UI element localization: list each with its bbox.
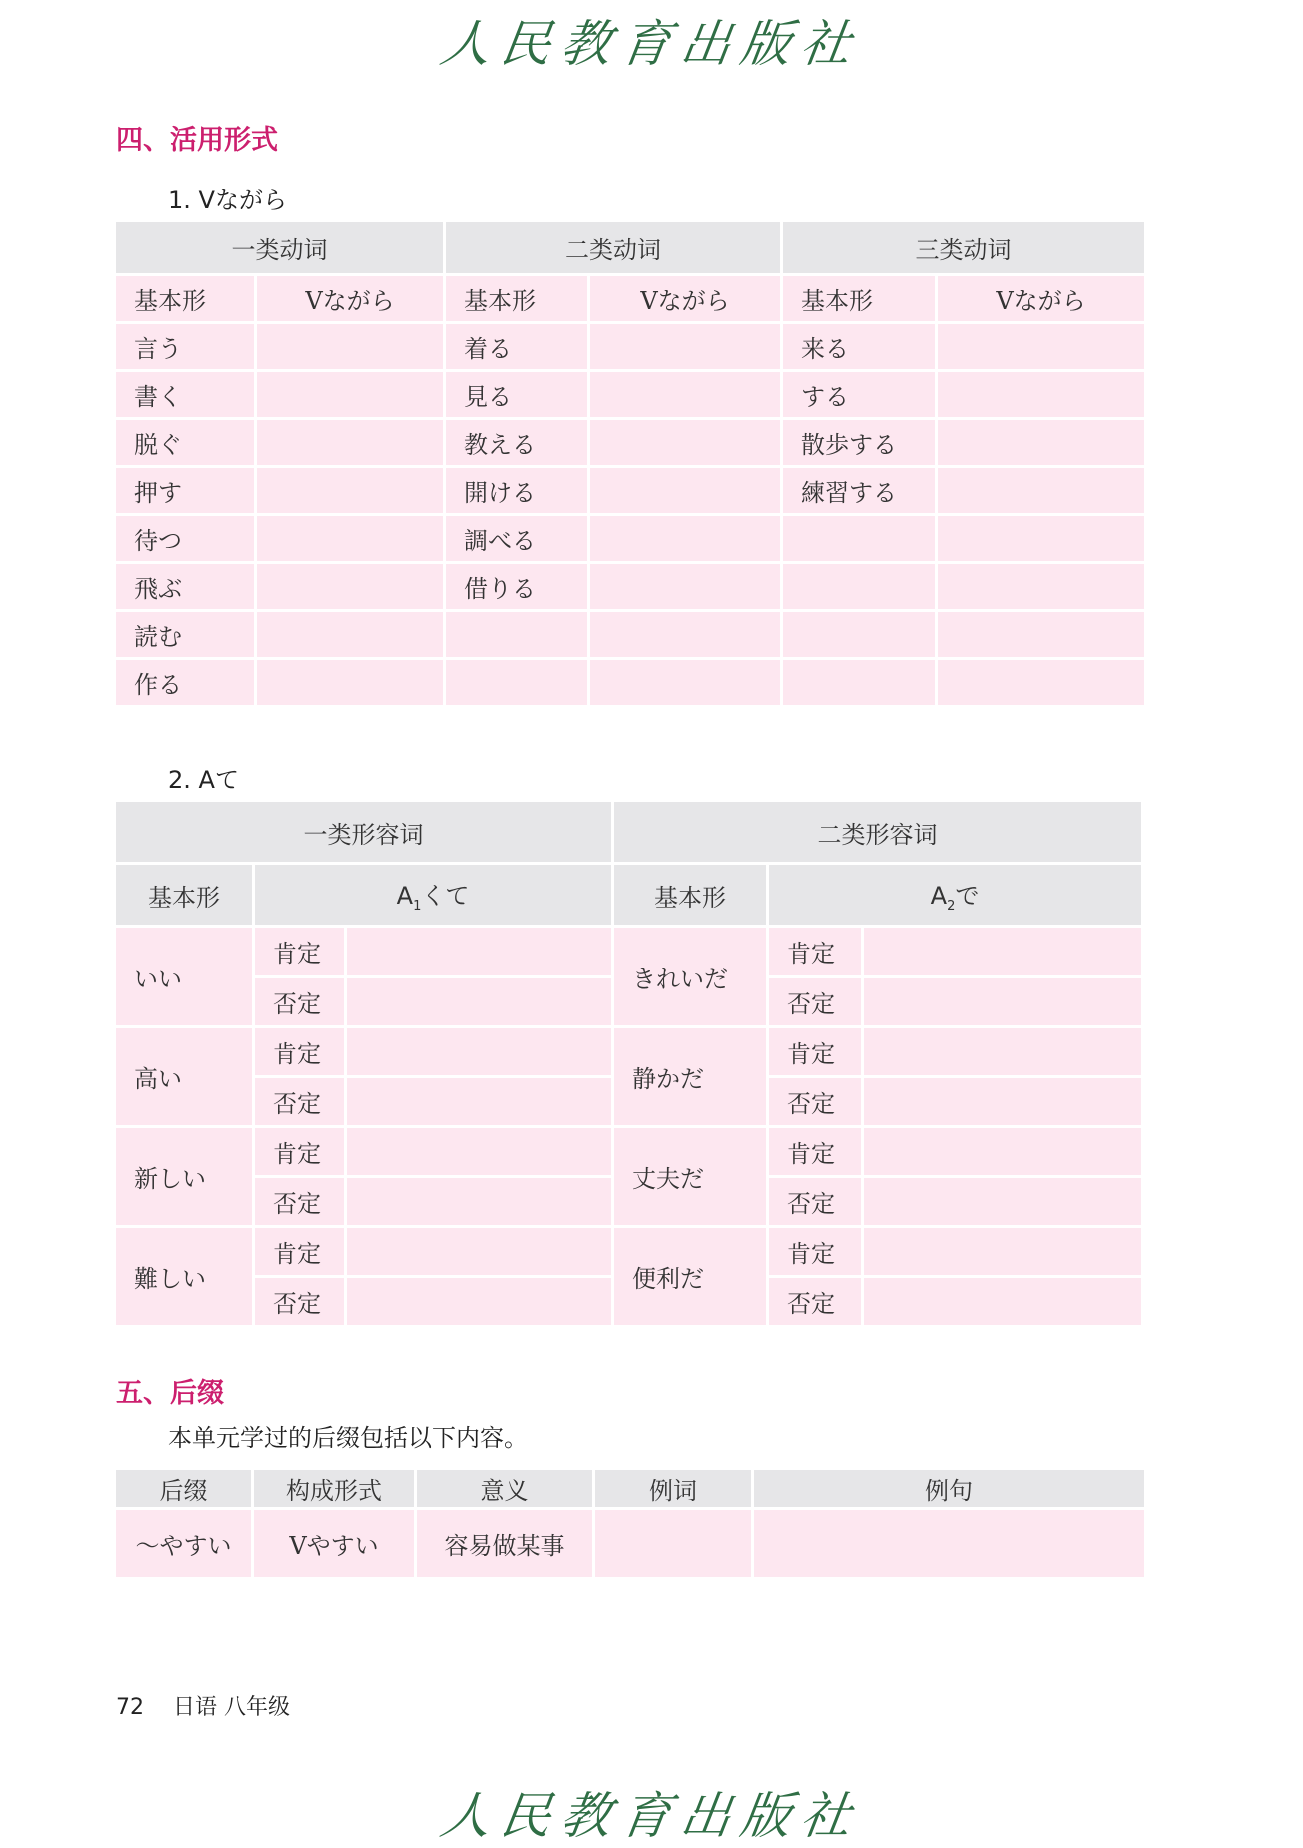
table-row — [116, 324, 1144, 369]
negative-label: 否定 — [255, 1278, 344, 1325]
suffix-cell: ～やすい — [116, 1510, 251, 1577]
table-row — [116, 372, 1144, 417]
na-adjective-cell: 丈夫だ — [614, 1128, 766, 1225]
answer-blank — [938, 564, 1144, 609]
part2-heading: 2. Aて — [168, 766, 239, 794]
table-row — [116, 1028, 1141, 1075]
section5-title: 五、后缀 — [116, 1378, 224, 1409]
col-header-suffix: 后缀 — [116, 1470, 251, 1507]
verb-cell — [783, 612, 935, 657]
i-adjective-cell: いい — [116, 928, 252, 1025]
col-header-example-word: 例词 — [595, 1470, 751, 1507]
verb-cell — [783, 660, 935, 705]
positive-label: 肯定 — [769, 1228, 861, 1275]
table-row — [116, 420, 1144, 465]
verb-cell — [446, 660, 587, 705]
negative-label: 否定 — [255, 1178, 344, 1225]
na-adjective-cell: 静かだ — [614, 1028, 766, 1125]
negative-label: 否定 — [255, 1078, 344, 1125]
na-adjective-cell: きれいだ — [614, 928, 766, 1025]
positive-label: 肯定 — [255, 1228, 344, 1275]
answer-blank — [938, 324, 1144, 369]
adjective-te-table — [113, 799, 1144, 1328]
negative-label: 否定 — [769, 1078, 861, 1125]
col-header-structure: 构成形式 — [254, 1470, 414, 1507]
structure-cell: Vやすい — [254, 1510, 414, 1577]
answer-blank — [590, 420, 780, 465]
positive-label: 肯定 — [255, 928, 344, 975]
table-row — [116, 468, 1144, 513]
verb-cell — [783, 564, 935, 609]
answer-blank — [590, 516, 780, 561]
answer-blank — [347, 978, 611, 1025]
verb-cell: 読む — [116, 612, 254, 657]
answer-blank — [938, 516, 1144, 561]
verb-cell: 言う — [116, 324, 254, 369]
group-header-2: 二类动词 — [446, 222, 780, 273]
verb-cell: 押す — [116, 468, 254, 513]
table-row — [116, 1510, 1144, 1577]
group-header-i-adj: 一类形容词 — [116, 802, 611, 862]
negative-label: 否定 — [769, 1178, 861, 1225]
answer-blank — [864, 1128, 1141, 1175]
answer-blank — [347, 1278, 611, 1325]
answer-blank — [347, 1228, 611, 1275]
part1-heading: 1. Vながら — [168, 186, 287, 214]
answer-blank — [864, 1078, 1141, 1125]
verb-cell: 調べる — [446, 516, 587, 561]
page-footer — [116, 1690, 290, 1721]
answer-blank — [938, 420, 1144, 465]
suffix-table — [113, 1467, 1147, 1580]
vnagara-table — [113, 219, 1147, 708]
col-header-base: 基本形 — [116, 865, 252, 925]
answer-blank — [590, 612, 780, 657]
na-adjective-cell: 便利だ — [614, 1228, 766, 1325]
answer-blank — [938, 468, 1144, 513]
negative-label: 否定 — [769, 978, 861, 1025]
answer-blank — [347, 928, 611, 975]
answer-blank — [938, 612, 1144, 657]
answer-blank — [257, 660, 443, 705]
group-header-1: 一类动词 — [116, 222, 443, 273]
answer-blank — [590, 372, 780, 417]
meaning-cell: 容易做某事 — [417, 1510, 592, 1577]
group-header-3: 三类动词 — [783, 222, 1144, 273]
verb-cell: 待つ — [116, 516, 254, 561]
answer-blank — [864, 1178, 1141, 1225]
col-header-example-sentence: 例句 — [754, 1470, 1144, 1507]
verb-cell: する — [783, 372, 935, 417]
page-number: 72 — [116, 1695, 144, 1720]
answer-blank — [257, 564, 443, 609]
answer-blank — [864, 928, 1141, 975]
verb-cell: 練習する — [783, 468, 935, 513]
table-row — [116, 1128, 1141, 1175]
answer-blank — [864, 978, 1141, 1025]
answer-blank — [590, 660, 780, 705]
col-header-base: 基本形 — [783, 276, 935, 321]
col-header-base: 基本形 — [614, 865, 766, 925]
positive-label: 肯定 — [769, 1028, 861, 1075]
table-row — [116, 516, 1144, 561]
example-sentence-blank — [754, 1510, 1144, 1577]
col-header-form: Vながら — [938, 276, 1144, 321]
i-adjective-cell: 高い — [116, 1028, 252, 1125]
verb-cell — [446, 612, 587, 657]
example-word-blank — [595, 1510, 751, 1577]
answer-blank — [590, 324, 780, 369]
table-row — [116, 612, 1144, 657]
positive-label: 肯定 — [255, 1028, 344, 1075]
verb-cell: 着る — [446, 324, 587, 369]
verb-cell: 散歩する — [783, 420, 935, 465]
verb-cell: 飛ぶ — [116, 564, 254, 609]
verb-cell: 書く — [116, 372, 254, 417]
i-adjective-cell: 新しい — [116, 1128, 252, 1225]
answer-blank — [938, 660, 1144, 705]
answer-blank — [347, 1128, 611, 1175]
verb-cell: 借りる — [446, 564, 587, 609]
positive-label: 肯定 — [769, 928, 861, 975]
book-title: 日语 八年级 — [173, 1695, 290, 1720]
col-header-base: 基本形 — [116, 276, 254, 321]
col-header-a1-kute: $A_1$くて — [255, 865, 611, 925]
verb-cell — [783, 516, 935, 561]
answer-blank — [590, 564, 780, 609]
verb-cell: 作る — [116, 660, 254, 705]
answer-blank — [347, 1078, 611, 1125]
verb-cell: 教える — [446, 420, 587, 465]
answer-blank — [257, 372, 443, 417]
positive-label: 肯定 — [255, 1128, 344, 1175]
publisher-logo-top: 人民教育出版社 — [436, 15, 866, 73]
positive-label: 肯定 — [769, 1128, 861, 1175]
answer-blank — [257, 324, 443, 369]
answer-blank — [257, 612, 443, 657]
negative-label: 否定 — [769, 1278, 861, 1325]
answer-blank — [864, 1278, 1141, 1325]
section5-intro: 本单元学过的后缀包括以下内容。 — [168, 1424, 528, 1452]
answer-blank — [938, 372, 1144, 417]
verb-cell: 開ける — [446, 468, 587, 513]
answer-blank — [257, 420, 443, 465]
answer-blank — [347, 1178, 611, 1225]
col-header-form: Vながら — [257, 276, 443, 321]
col-header-base: 基本形 — [446, 276, 587, 321]
verb-cell: 見る — [446, 372, 587, 417]
col-header-form: Vながら — [590, 276, 780, 321]
group-header-na-adj: 二类形容词 — [614, 802, 1141, 862]
answer-blank — [347, 1028, 611, 1075]
table-row — [116, 564, 1144, 609]
answer-blank — [257, 516, 443, 561]
answer-blank — [864, 1228, 1141, 1275]
answer-blank — [590, 468, 780, 513]
col-header-meaning: 意义 — [417, 1470, 592, 1507]
table-row — [116, 928, 1141, 975]
publisher-logo-bottom: 人民教育出版社 — [436, 1787, 866, 1845]
verb-cell: 脱ぐ — [116, 420, 254, 465]
verb-cell: 来る — [783, 324, 935, 369]
answer-blank — [257, 468, 443, 513]
answer-blank — [864, 1028, 1141, 1075]
col-header-a2-de: $A_2$で — [769, 865, 1141, 925]
table-row — [116, 660, 1144, 705]
section4-title: 四、活用形式 — [116, 125, 278, 156]
negative-label: 否定 — [255, 978, 344, 1025]
table-row — [116, 1228, 1141, 1275]
i-adjective-cell: 難しい — [116, 1228, 252, 1325]
